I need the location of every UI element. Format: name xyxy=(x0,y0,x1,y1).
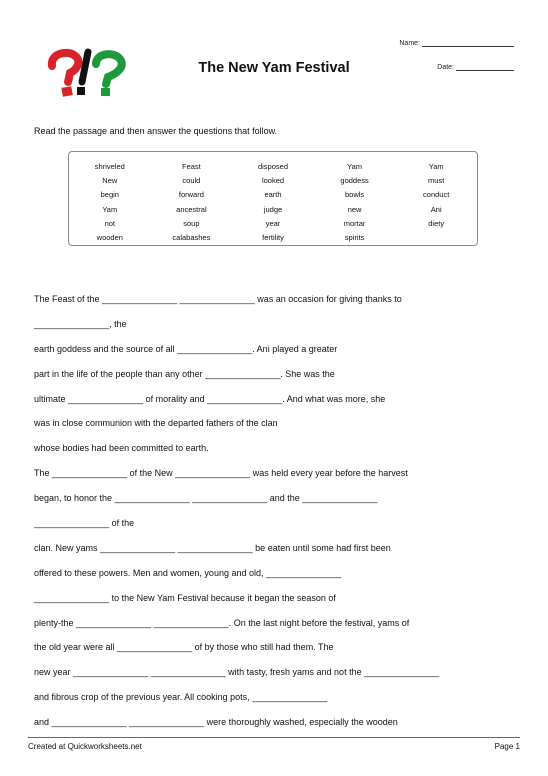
word-bank-item: judge xyxy=(263,204,283,214)
word-bank-item: diety xyxy=(428,218,445,228)
passage-line: and _______________ _______________ were thoroughly washed, especially the wooden xyxy=(34,717,398,728)
passage-line: _______________ to the New Yam Festival because it began the season of xyxy=(34,592,336,603)
date-field[interactable] xyxy=(437,64,514,71)
word-bank-item: calabashes xyxy=(172,232,211,242)
passage-line: plenty-the _______________ _______________. On the last night before the festival, yams of xyxy=(34,617,410,628)
passage-line: part in the life of the people than any other _______________. She was the xyxy=(34,368,335,379)
word-bank-item: New xyxy=(102,176,118,186)
word-bank-item: disposed xyxy=(257,162,288,171)
word-bank-item: Yam xyxy=(428,162,444,171)
passage-line: clan. New yams _______________ _______________ be eaten until some had first been xyxy=(34,542,391,553)
word-bank-item: year xyxy=(265,218,281,228)
name-blank[interactable] xyxy=(422,46,514,47)
footer-credit: Created at Quickworksheets.net xyxy=(28,742,142,751)
instructions: Read the passage and then answer the questions that follow. xyxy=(34,126,278,136)
passage-line: whose bodies had been committed to earth. xyxy=(34,443,209,454)
word-bank-item: new xyxy=(347,204,362,214)
passage-line: was in close communion with the departed fathers of the clan xyxy=(34,418,278,429)
passage-line: the old year were all _______________ of by those who still had them. The xyxy=(34,642,334,653)
passage-line: earth goddess and the source of all _______________. Ani played a greater xyxy=(34,343,338,354)
passage-line: and fibrous crop of the previous year. All cooking pots, _______________ xyxy=(34,692,328,703)
word-bank-item: looked xyxy=(261,176,285,186)
word-bank-item: bowls xyxy=(345,190,365,200)
passage-line: ultimate _______________ of morality and _______________. And what was more, she xyxy=(34,393,386,404)
word-bank-item: not xyxy=(104,218,116,228)
date-blank[interactable] xyxy=(456,70,514,71)
word-bank-item: earth xyxy=(264,190,282,200)
word-bank-item: conduct xyxy=(423,190,450,200)
footer-divider xyxy=(28,737,520,738)
word-bank-item: forward xyxy=(178,190,204,200)
passage-line: began, to honor the _______________ _______________ and the _______________ xyxy=(34,493,378,504)
word-bank-box xyxy=(68,151,478,246)
name-label: Name: xyxy=(399,40,420,47)
word-bank-item: could xyxy=(182,176,201,186)
passage xyxy=(34,292,514,740)
word-bank-item: wooden xyxy=(96,232,123,242)
word-bank-item xyxy=(395,231,477,245)
word-bank-item: fertility xyxy=(262,232,284,242)
name-field[interactable] xyxy=(399,40,514,47)
word-bank-item: Yam xyxy=(102,204,118,214)
passage-line: The _______________ of the New _______________ was held every year before the harvest xyxy=(34,468,408,479)
worksheet-title: The New Yam Festival xyxy=(198,60,350,76)
word-bank-item: Feast xyxy=(182,162,201,171)
passage-line: _______________ of the xyxy=(34,518,135,529)
word-bank-item: shriveled xyxy=(94,162,125,171)
date-label: Date: xyxy=(437,64,454,71)
word-bank-item: must xyxy=(428,176,445,186)
word-bank-item: spirits xyxy=(344,232,365,242)
word-bank-item: begin xyxy=(100,190,119,200)
passage-line: new year _______________ _______________ with tasty, fresh yams and not the _______________ xyxy=(34,667,440,678)
passage-line: _______________, the xyxy=(34,318,127,329)
word-bank-item: soup xyxy=(183,218,200,228)
page-number: Page 1 xyxy=(494,742,520,751)
word-bank-item: Ani xyxy=(430,204,442,214)
passage-line: offered to these powers. Men and women, young and old, _______________ xyxy=(34,567,342,578)
word-bank-item: goddess xyxy=(340,176,369,186)
word-bank-item: mortar xyxy=(343,218,366,228)
word-bank-item: ancestral xyxy=(176,204,207,214)
word-bank-grid xyxy=(69,160,477,245)
word-bank-item: Yam xyxy=(347,162,363,171)
passage-line: The Feast of the _______________ _______________ was an occasion for giving thanks to xyxy=(34,294,402,304)
